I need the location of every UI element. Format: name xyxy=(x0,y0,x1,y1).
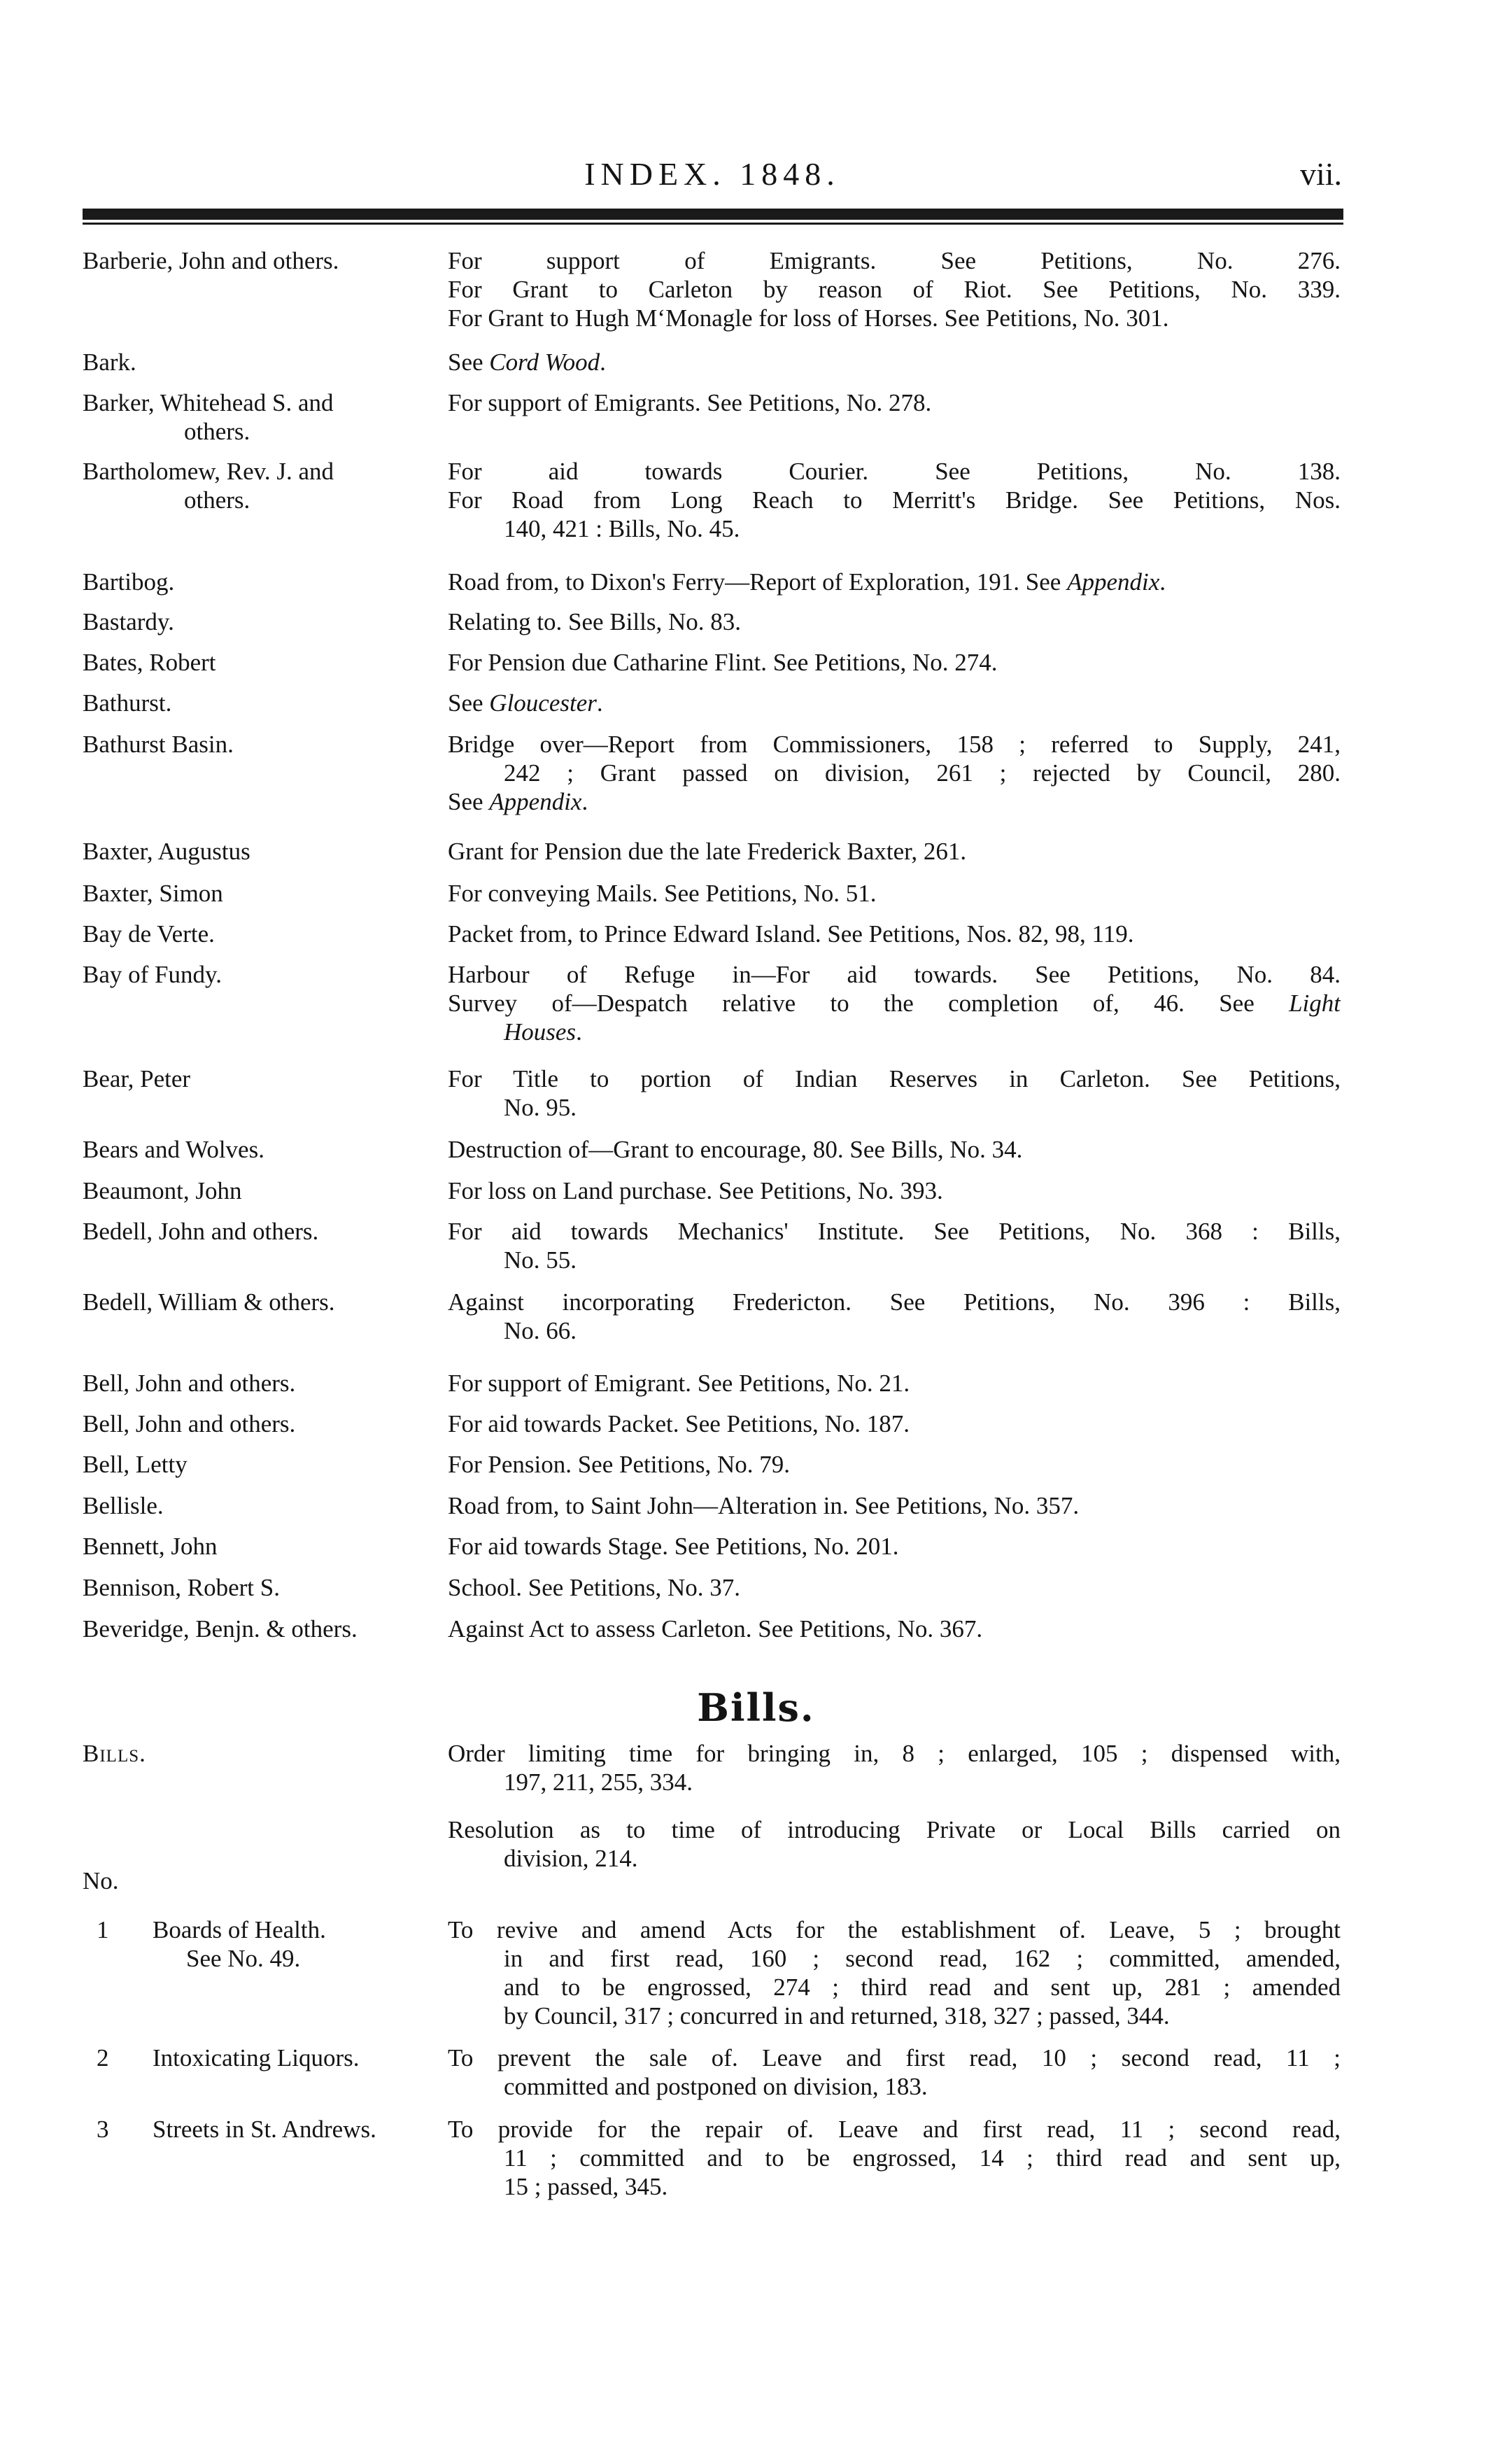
bill-description xyxy=(448,1915,1341,2030)
entry-line: Survey of—Despatch relative to the completion of, 46. See Light xyxy=(448,990,1341,1017)
entry-line: 197, 211, 255, 334. xyxy=(504,1768,693,1796)
entry-description xyxy=(448,246,1341,332)
entry-name-line: others. xyxy=(184,486,250,514)
entry-line: Grant for Pension due the late Frederick Baxter, 261. xyxy=(448,838,967,865)
bill-name: Streets in St. Andrews. xyxy=(153,2116,376,2143)
entry-name xyxy=(83,879,432,908)
bill-description xyxy=(448,2115,1341,2201)
number-column-label: No. xyxy=(83,1867,119,1894)
entry-name xyxy=(83,689,432,717)
entry-name-line: Bellisle. xyxy=(83,1492,164,1519)
entry-name xyxy=(83,648,432,677)
entry-description xyxy=(448,1450,1341,1479)
entry-line: To provide for the repair of. Leave and first read, 11 ; second read, xyxy=(448,2116,1341,2143)
entry-line: Relating to. See Bills, No. 83. xyxy=(448,608,742,635)
entry-line: Resolution as to time of introducing Private or Local Bills carried on xyxy=(448,1816,1341,1843)
entry-line: To revive and amend Acts for the establishment of. Leave, 5 ; brought xyxy=(448,1916,1341,1943)
bills-note xyxy=(448,1815,1341,1873)
entry-name-line: Bay de Verte. xyxy=(83,920,215,948)
bills-note xyxy=(448,1739,1341,1796)
entry-name xyxy=(83,1615,432,1643)
entry-description xyxy=(448,837,1341,866)
entry-description xyxy=(448,1064,1341,1122)
entry-line: For Pension. See Petitions, No. 79. xyxy=(448,1451,791,1478)
entry-description xyxy=(448,348,1341,377)
bill-number: 1 xyxy=(97,1916,109,1943)
italic-reference: Light xyxy=(1289,990,1341,1017)
entry-name xyxy=(83,1573,432,1602)
entry-line: and to be engrossed, 274 ; third read and sent up, 281 ; amended xyxy=(504,1974,1341,2001)
bills-heading: Bills. xyxy=(697,1685,815,1730)
entry-line: 11 ; committed and to be engrossed, 14 ; third read and sent up, xyxy=(504,2144,1341,2172)
entry-description xyxy=(448,568,1341,596)
entry-name xyxy=(83,1532,432,1561)
entry-line: Packet from, to Prince Edward Island. See Petitions, Nos. 82, 98, 119. xyxy=(448,920,1134,948)
bill-cross-reference: See No. 49. xyxy=(186,1945,301,1972)
entry-line: No. 95. xyxy=(504,1094,577,1121)
entry-name-line: Bennison, Robert S. xyxy=(83,1574,280,1601)
entry-line: For Grant to Carleton by reason of Riot. See Petitions, No. 339. xyxy=(448,276,1341,303)
entry-name xyxy=(83,1176,432,1205)
entry-line: Road from, to Saint John—Alteration in. See Petitions, No. 357. xyxy=(448,1492,1080,1519)
entry-line: No. 55. xyxy=(504,1246,577,1274)
entry-name-line: Bartibog. xyxy=(83,568,175,596)
entry-line: For aid towards Stage. See Petitions, No. 201. xyxy=(448,1533,899,1560)
bill-number: 2 xyxy=(97,2044,109,2071)
bills-label: Bills. xyxy=(83,1740,146,1767)
entry-name-line: Bell, John and others. xyxy=(83,1410,296,1437)
entry-description xyxy=(448,1176,1341,1205)
entry-line: in and first read, 160 ; second read, 162 ; committed, amended, xyxy=(504,1945,1341,1972)
entry-description xyxy=(448,1135,1341,1164)
italic-reference: Gloucester xyxy=(489,689,597,717)
entry-line: Against incorporating Fredericton. See Petitions, No. 396 : Bills, xyxy=(448,1288,1341,1316)
entry-line: Against Act to assess Carleton. See Petitions, No. 367. xyxy=(448,1615,983,1642)
italic-reference: Appendix xyxy=(489,788,582,815)
entry-description xyxy=(448,388,1341,417)
entry-name-line: Barberie, John and others. xyxy=(83,247,339,274)
entry-name-line: Beaumont, John xyxy=(83,1177,242,1204)
entry-name-line: Bathurst Basin. xyxy=(83,731,234,758)
page-header xyxy=(83,155,1342,204)
entry-line: See Appendix. xyxy=(448,788,588,815)
entry-line: For Pension due Catharine Flint. See Petitions, No. 274. xyxy=(448,649,998,676)
entry-description xyxy=(448,960,1341,1046)
page-number: vii. xyxy=(1299,156,1342,192)
entry-name xyxy=(83,1409,432,1438)
header-rule-thin xyxy=(83,223,1343,225)
entry-name-line: Bears and Wolves. xyxy=(83,1136,264,1163)
entry-description xyxy=(448,1491,1341,1520)
bill-name-cell xyxy=(97,1915,446,1973)
entry-name xyxy=(83,568,432,596)
entry-line: For support of Emigrants. See Petitions, No. 276. xyxy=(448,247,1341,274)
entry-description xyxy=(448,648,1341,677)
entry-name xyxy=(83,1064,432,1093)
entry-name-line: Bathurst. xyxy=(83,689,172,717)
bill-name-cell xyxy=(97,2115,446,2144)
entry-line: For Grant to Hugh M‘Monagle for loss of Horses. See Petitions, No. 301. xyxy=(448,304,1169,332)
entry-name xyxy=(83,607,432,636)
entry-name-line: Bastardy. xyxy=(83,608,174,635)
entry-description xyxy=(448,1573,1341,1602)
entry-name-line: Bark. xyxy=(83,349,136,376)
entry-name xyxy=(83,1288,432,1316)
entry-line: Houses. xyxy=(504,1018,582,1046)
entry-line: Road from, to Dixon's Ferry—Report of Exploration, 191. See Appendix. xyxy=(448,568,1166,596)
entry-line: School. See Petitions, No. 37. xyxy=(448,1574,741,1601)
entry-name xyxy=(83,1450,432,1479)
entry-line: Order limiting time for bringing in, 8 ; enlarged, 105 ; dispensed with, xyxy=(448,1740,1341,1767)
entry-line: No. 66. xyxy=(504,1317,577,1344)
entry-name-line: others. xyxy=(184,418,250,445)
entry-description xyxy=(448,1532,1341,1561)
entry-name xyxy=(83,457,432,514)
entry-description xyxy=(448,1615,1341,1643)
entry-line: For support of Emigrant. See Petitions, No. 21. xyxy=(448,1370,910,1397)
entry-name xyxy=(83,920,432,948)
bill-name: Boards of Health. xyxy=(153,1916,326,1943)
entry-line: To prevent the sale of. Leave and first read, 10 ; second read, 11 ; xyxy=(448,2044,1341,2071)
entry-name-line: Barker, Whitehead S. and xyxy=(83,389,334,416)
entry-name-line: Bedell, William & others. xyxy=(83,1288,335,1316)
bill-description xyxy=(448,2044,1341,2101)
entry-name-line: Bell, John and others. xyxy=(83,1370,296,1397)
entry-name-line: Baxter, Simon xyxy=(83,880,223,907)
italic-reference: Cord Wood xyxy=(489,349,600,376)
bill-number: 3 xyxy=(97,2116,109,2143)
entry-description xyxy=(448,1409,1341,1438)
entry-line: For Road from Long Reach to Merritt's Bridge. See Petitions, Nos. xyxy=(448,486,1341,514)
entry-name-line: Bell, Letty xyxy=(83,1451,188,1478)
entry-line: For Title to portion of Indian Reserves in Carleton. See Petitions, xyxy=(448,1065,1341,1092)
entry-name xyxy=(83,1369,432,1398)
entry-description xyxy=(448,1369,1341,1398)
entry-description xyxy=(448,1217,1341,1274)
entry-line: For support of Emigrants. See Petitions, No. 278. xyxy=(448,389,932,416)
entry-name-line: Bedell, John and others. xyxy=(83,1218,319,1245)
entry-name-line: Bear, Peter xyxy=(83,1065,191,1092)
entry-name-line: Bay of Fundy. xyxy=(83,961,222,988)
bill-name: Intoxicating Liquors. xyxy=(153,2044,360,2071)
italic-reference: Appendix xyxy=(1067,568,1160,596)
entry-line: Harbour of Refuge in—For aid towards. See Petitions, No. 84. xyxy=(448,961,1341,988)
entry-line: For conveying Mails. See Petitions, No. 51. xyxy=(448,880,877,907)
entry-name xyxy=(83,246,432,275)
entry-description xyxy=(448,920,1341,948)
entry-description xyxy=(448,689,1341,717)
entry-name xyxy=(83,837,432,866)
page-title: INDEX. 1848. xyxy=(584,156,840,192)
entry-line: For aid towards Packet. See Petitions, No. 187. xyxy=(448,1410,910,1437)
entry-description xyxy=(448,457,1341,543)
entry-description xyxy=(448,607,1341,636)
entry-line: Bridge over—Report from Commissioners, 158 ; referred to Supply, 241, xyxy=(448,731,1341,758)
entry-name xyxy=(83,730,432,759)
entry-line: See Gloucester. xyxy=(448,689,603,717)
entry-description xyxy=(448,1288,1341,1345)
entry-description xyxy=(448,730,1341,816)
entry-description xyxy=(448,879,1341,908)
entry-name xyxy=(83,960,432,989)
entry-line: division, 214. xyxy=(504,1845,638,1872)
entry-line: For aid towards Mechanics' Institute. See Petitions, No. 368 : Bills, xyxy=(448,1218,1341,1245)
entry-name xyxy=(83,1491,432,1520)
entry-name xyxy=(83,348,432,377)
entry-line: See Cord Wood. xyxy=(448,349,606,376)
entry-name-line: Bennett, John xyxy=(83,1533,218,1560)
entry-name-line: Baxter, Augustus xyxy=(83,838,250,865)
entry-line: For aid towards Courier. See Petitions, No. 138. xyxy=(448,458,1341,485)
entry-name xyxy=(83,1217,432,1246)
header-rule-thick xyxy=(83,209,1343,220)
bill-name-cell xyxy=(97,2044,446,2072)
entry-line: For loss on Land purchase. See Petitions, No. 393. xyxy=(448,1177,943,1204)
italic-reference: Houses xyxy=(504,1018,577,1046)
entry-name xyxy=(83,388,432,446)
entry-name xyxy=(83,1135,432,1164)
entry-line: Destruction of—Grant to encourage, 80. See Bills, No. 34. xyxy=(448,1136,1023,1163)
entry-line: 140, 421 : Bills, No. 45. xyxy=(504,515,740,542)
entry-line: 242 ; Grant passed on division, 261 ; rejected by Council, 280. xyxy=(504,759,1341,787)
entry-line: 15 ; passed, 345. xyxy=(504,2173,668,2200)
entry-name-line: Bartholomew, Rev. J. and xyxy=(83,458,334,485)
entry-name-line: Beveridge, Benjn. & others. xyxy=(83,1615,358,1642)
entry-name-line: Bates, Robert xyxy=(83,649,216,676)
entry-line: committed and postponed on division, 183. xyxy=(504,2073,928,2100)
entry-line: by Council, 317 ; concurred in and returned, 318, 327 ; passed, 344. xyxy=(504,2002,1170,2030)
